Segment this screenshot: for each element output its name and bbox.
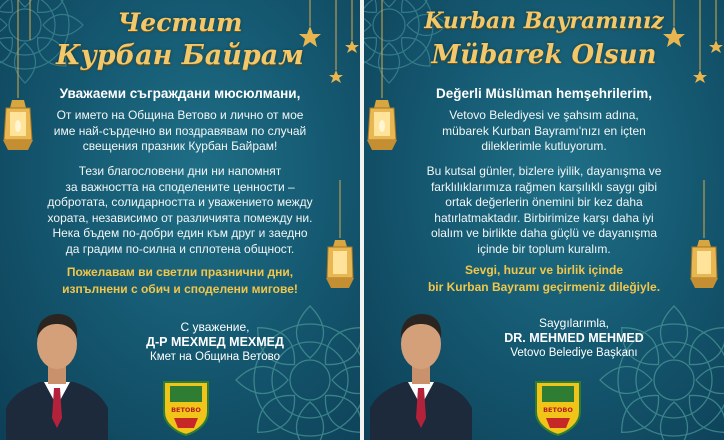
greeting-paragraph-2 bbox=[0, 164, 360, 257]
wish-line: Sevgi, huzur ve birlik içinde bbox=[464, 263, 624, 277]
greeting-paragraph-1 bbox=[0, 108, 360, 155]
signature-block bbox=[474, 316, 674, 361]
emblem-text: ВЕТОВО bbox=[171, 406, 201, 414]
paragraph-line: да градим по-силна и сплотена общност. bbox=[65, 241, 295, 256]
paragraph-line: добротата, солидарността и уважението между bbox=[47, 195, 313, 209]
paragraph-line: От името на Община Ветово и лично от мое bbox=[56, 108, 304, 122]
mayor-role: Vetovo Belediye Başkanı bbox=[510, 347, 638, 359]
greeting-card-turkish bbox=[364, 0, 724, 440]
mayor-portrait bbox=[370, 288, 472, 440]
paragraph-line: ortak değerlerin önemini bir kez daha bbox=[445, 195, 643, 209]
wish-line: изпълнени с обич и споделени мигове! bbox=[62, 282, 298, 296]
mayor-portrait bbox=[6, 288, 108, 440]
paragraph-line: хората, независимо от различията помежду ни. bbox=[47, 210, 313, 225]
municipal-emblem-icon bbox=[532, 378, 584, 436]
signature-block bbox=[110, 320, 320, 365]
wish-line: bir Kurban Bayramı geçirmeniz dileğiyle. bbox=[427, 280, 661, 294]
paragraph-line: farklılıklarımıza rağmen karşılıklı saygı gibi bbox=[430, 179, 658, 194]
mayor-name: DR. MEHMED MEHMED bbox=[504, 331, 644, 345]
paragraph-line: име най-сърдечно ви поздравявам по случай bbox=[53, 123, 307, 138]
paragraph-line: Нека бъдем по-добри един към друг и заедно bbox=[52, 226, 308, 240]
paragraph-line: içinde bir toplum kuralım. bbox=[477, 241, 611, 256]
paragraph-line: свещения празник Курбан Байрам! bbox=[82, 139, 278, 153]
paragraph-line: olalım ve birlikte daha güçlü ve dayanışma bbox=[430, 226, 658, 240]
closing-text: С уважение, bbox=[180, 320, 250, 334]
greeting-card-bulgarian bbox=[0, 0, 360, 440]
greeting-title-line1: Честит bbox=[117, 8, 243, 37]
paragraph-line: dileklerimle kutluyorum. bbox=[481, 139, 607, 153]
paragraph-line: hatırlatmaktadır. Birbirimize karşı daha iyi bbox=[434, 210, 654, 225]
greeting-paragraph-1 bbox=[364, 108, 724, 155]
paragraph-line: Тези благословени дни ни напомнят bbox=[78, 164, 282, 178]
mayor-name: Д-Р МЕХМЕД МЕХМЕД bbox=[146, 335, 284, 349]
paragraph-line: за важността на споделените ценности – bbox=[65, 179, 295, 194]
salutation: Уважаеми съграждани мюсюлмани, bbox=[59, 86, 301, 101]
municipal-emblem-icon bbox=[160, 378, 212, 436]
paragraph-line: Vetovo Belediyesi ve şahsım adına, bbox=[449, 108, 639, 122]
wish-line: Пожелавам ви светли празнични дни, bbox=[66, 265, 294, 279]
greeting-title-line2: Курбан Байрам bbox=[56, 40, 304, 71]
paragraph-line: mübarek Kurban Bayramı'nızı en içten bbox=[442, 123, 646, 138]
emblem-text: ВЕТОВО bbox=[543, 406, 573, 414]
greeting-paragraph-2 bbox=[364, 164, 724, 257]
paragraph-line: Bu kutsal günler, bizlere iyilik, dayanışma ve bbox=[426, 164, 662, 178]
greeting-title-line2: Mübarek Olsun bbox=[431, 40, 657, 70]
closing-text: Saygılarımla, bbox=[538, 316, 610, 330]
greeting-title-line1: Kurban Bayramınız bbox=[424, 8, 664, 34]
mayor-role: Кмет на Община Ветово bbox=[150, 351, 280, 363]
salutation: Değerli Müslüman hemşehrilerim, bbox=[435, 86, 653, 101]
